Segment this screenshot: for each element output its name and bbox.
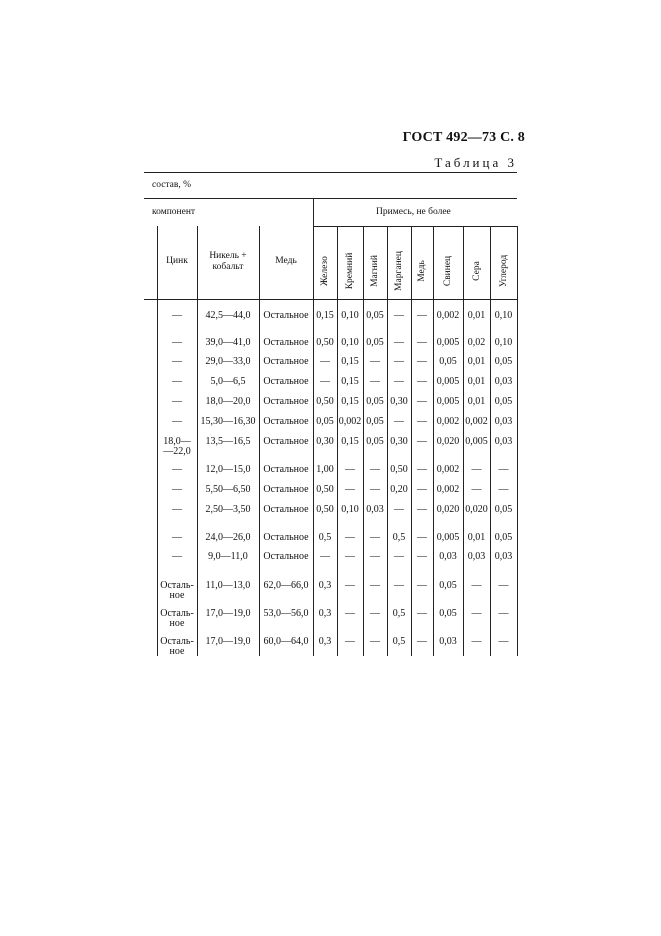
table-cell: — xyxy=(370,580,380,591)
table-cell: Остальное xyxy=(263,376,309,387)
table-cell: — xyxy=(498,580,509,591)
table-cell: — xyxy=(320,551,330,562)
table-cell: 0,30 xyxy=(390,436,408,447)
table-cell: Остальное xyxy=(263,356,309,367)
table-cell: — xyxy=(498,608,509,619)
col-head-zinc: Цинк xyxy=(166,256,188,266)
table-cell: 39,0—41,0 xyxy=(205,337,251,348)
table-cell: — xyxy=(320,356,330,367)
table-cell: 17,0—19,0 xyxy=(205,608,251,619)
table-cell: 0,002 xyxy=(338,416,362,427)
table-cell: Остальное xyxy=(263,532,309,543)
table-cell: 0,03 xyxy=(467,551,486,562)
table-cell: 0,01 xyxy=(467,376,486,387)
table-cell: — xyxy=(172,396,182,407)
table-cell: 0,01 xyxy=(467,356,486,367)
table-cell: Остальное xyxy=(263,396,309,407)
table-cell: 0,50 xyxy=(316,484,334,495)
table-cell: 0,01 xyxy=(467,396,486,407)
table-cell: — xyxy=(172,416,182,427)
table-cell: 0,005 xyxy=(436,337,460,348)
table-cell: 53,0—56,0 xyxy=(263,608,309,619)
table-cell: 0,05 xyxy=(366,337,384,348)
table-cell: — xyxy=(345,484,355,495)
table-cell: 0,50 xyxy=(316,504,334,515)
table-cell: — xyxy=(394,580,404,591)
col-head-impurity: Медь xyxy=(417,260,427,282)
rule-impurity xyxy=(313,226,517,227)
page-header: ГОСТ 492—73 С. 8 xyxy=(402,130,525,145)
table-cell: 0,002 xyxy=(436,416,460,427)
table-cell: — xyxy=(370,484,380,495)
table-cell: — xyxy=(172,337,182,348)
table-cell: 0,05 xyxy=(316,416,334,427)
table-cell: 0,5 xyxy=(392,532,406,543)
table-cell: — xyxy=(417,464,427,475)
table-cell: 0,005 xyxy=(436,396,460,407)
table-cell: — xyxy=(471,464,482,475)
table-cell: 24,0—26,0 xyxy=(205,532,251,543)
table-cell: 29,0—33,0 xyxy=(205,356,251,367)
table-cell: — xyxy=(370,464,380,475)
table-cell: 42,5—44,0 xyxy=(205,310,251,321)
col-head-impurity: Свинец xyxy=(443,255,453,287)
table-cell: 0,020 xyxy=(465,504,488,515)
table-cell: — xyxy=(498,484,509,495)
table-cell: 13,5—16,5 xyxy=(205,436,251,447)
table-cell: 0,03 xyxy=(494,416,513,427)
table-cell: 0,03 xyxy=(439,551,457,562)
col-head-nickel-cobalt: Никель + кобальт xyxy=(209,251,247,272)
table-cell: 0,50 xyxy=(390,464,408,475)
table-cell: Остальное xyxy=(263,484,309,495)
table-cell: — xyxy=(370,356,380,367)
table-cell: — xyxy=(394,356,404,367)
table-cell: — xyxy=(172,532,182,543)
table-cell: 0,15 xyxy=(341,376,359,387)
table-cell: 15,30—16,30 xyxy=(200,416,256,427)
table-cell: Остальное xyxy=(263,504,309,515)
table-cell: 0,05 xyxy=(366,416,384,427)
table-cell: — xyxy=(498,636,509,647)
table-cell: 0,03 xyxy=(439,636,457,647)
table-cell: 0,05 xyxy=(494,396,513,407)
table-cell: — xyxy=(394,416,404,427)
table-cell: — xyxy=(345,532,355,543)
table-cell: 5,50—6,50 xyxy=(205,484,251,495)
col-head-impurity: Марганец xyxy=(394,251,404,291)
table-cell: — xyxy=(172,484,182,495)
table-cell: Остальное xyxy=(263,436,309,447)
table-cell: — xyxy=(417,396,427,407)
table-cell: 0,03 xyxy=(494,376,513,387)
table-cell: 17,0—19,0 xyxy=(205,636,251,647)
rule-top xyxy=(144,172,517,173)
table-cell: — xyxy=(345,580,355,591)
table-cell: 0,05 xyxy=(366,310,384,321)
table-cell: 0,020 xyxy=(436,436,460,447)
table-cell: — xyxy=(471,484,482,495)
table-caption: Таблица 3 xyxy=(434,155,517,170)
table-cell: 0,05 xyxy=(494,356,513,367)
table-cell: Осталь- ное xyxy=(160,636,194,657)
table-cell: 2,50—3,50 xyxy=(205,504,251,515)
table-cell: 0,10 xyxy=(494,310,513,321)
table-cell: 0,05 xyxy=(439,356,457,367)
table-cell: 0,03 xyxy=(494,436,513,447)
table-cell: — xyxy=(471,636,482,647)
table-cell: — xyxy=(417,636,427,647)
table-cell: — xyxy=(370,551,380,562)
table-cell: 0,002 xyxy=(436,310,460,321)
table-cell: — xyxy=(172,376,182,387)
table-cell: — xyxy=(417,484,427,495)
table-cell: — xyxy=(345,636,355,647)
table-cell: — xyxy=(370,636,380,647)
table-cell: Остальное xyxy=(263,416,309,427)
table-cell: — xyxy=(345,551,355,562)
table-cell: 0,002 xyxy=(436,484,460,495)
table-cell: 11,0—13,0 xyxy=(205,580,251,591)
table-cell: Осталь- ное xyxy=(160,580,194,601)
table-cell: 0,05 xyxy=(494,504,513,515)
table-cell: — xyxy=(417,337,427,348)
table-cell: 18,0— —22,0 xyxy=(163,436,191,457)
table-cell: 0,005 xyxy=(436,376,460,387)
table-cell: 0,5 xyxy=(392,608,406,619)
table-cell: — xyxy=(417,608,427,619)
table-cell: 0,15 xyxy=(341,396,359,407)
table-cell: — xyxy=(417,376,427,387)
table-cell: 1,00 xyxy=(316,464,334,475)
table-cell: 0,15 xyxy=(316,310,334,321)
table-cell: — xyxy=(417,416,427,427)
table-cell: — xyxy=(394,551,404,562)
table-cell: 62,0—66,0 xyxy=(263,580,309,591)
table-cell: Остальное xyxy=(263,464,309,475)
table-cell: — xyxy=(370,376,380,387)
table-cell: 0,3 xyxy=(318,636,332,647)
table-cell: — xyxy=(394,337,404,348)
table-cell: Остальное xyxy=(263,337,309,348)
table-cell: — xyxy=(370,608,380,619)
table-cell: — xyxy=(417,504,427,515)
col-head-impurity: Углерод xyxy=(498,254,509,288)
table-cell: — xyxy=(394,310,404,321)
table-cell: 0,05 xyxy=(366,396,384,407)
table-cell: 0,50 xyxy=(316,337,334,348)
table-cell: 0,005 xyxy=(465,436,488,447)
table-cell: 0,05 xyxy=(439,580,457,591)
table-cell: 0,5 xyxy=(318,532,332,543)
table-cell: 0,01 xyxy=(467,532,486,543)
table-cell: — xyxy=(417,551,427,562)
table-cell: — xyxy=(370,532,380,543)
table-cell: 0,005 xyxy=(436,532,460,543)
table-cell: — xyxy=(172,504,182,515)
table-cell: 0,5 xyxy=(392,636,406,647)
table-cell: — xyxy=(417,436,427,447)
table-cell: 0,3 xyxy=(318,580,332,591)
table-cell: — xyxy=(417,580,427,591)
table-cell: 0,02 xyxy=(467,337,486,348)
table-cell: 0,03 xyxy=(366,504,384,515)
col-head-impurity: Железо xyxy=(320,256,330,286)
table-cell: — xyxy=(172,551,182,562)
table-cell: Остальное xyxy=(263,310,309,321)
table-cell: 0,05 xyxy=(366,436,384,447)
col-head-impurity: Сера xyxy=(471,261,482,281)
table-cell: — xyxy=(471,580,482,591)
table-cell: 0,10 xyxy=(341,504,359,515)
table-cell: Осталь- ное xyxy=(160,608,194,629)
impurity-header: Примесь, не более xyxy=(376,207,451,217)
table-cell: — xyxy=(172,310,182,321)
col-head-impurity: Кремний xyxy=(345,252,355,290)
table-cell: — xyxy=(471,608,482,619)
table-cell: 0,30 xyxy=(390,396,408,407)
col-head-impurity: Магний xyxy=(370,255,380,287)
table-cell: 60,0—64,0 xyxy=(263,636,309,647)
table-cell: Остальное xyxy=(263,551,309,562)
table-cell: 0,10 xyxy=(341,310,359,321)
table-cell: — xyxy=(394,376,404,387)
table-cell: 0,50 xyxy=(316,396,334,407)
table-cell: 5,0—6,5 xyxy=(210,376,246,387)
table-cell: 0,15 xyxy=(341,356,359,367)
table-cell: 0,20 xyxy=(390,484,408,495)
table-cell: — xyxy=(417,532,427,543)
col-head-copper: Медь xyxy=(275,256,297,266)
table-cell: 12,0—15,0 xyxy=(205,464,251,475)
table-cell: 9,0—11,0 xyxy=(208,551,248,562)
table-cell: — xyxy=(417,310,427,321)
rule-header-bottom xyxy=(144,299,517,300)
table-cell: — xyxy=(345,464,355,475)
table-cell: — xyxy=(417,356,427,367)
rule-group xyxy=(144,198,517,199)
table-cell: 0,30 xyxy=(316,436,334,447)
table-cell: 0,15 xyxy=(341,436,359,447)
table-cell: 0,10 xyxy=(494,337,513,348)
component-header: компонент xyxy=(152,207,196,217)
table-cell: 0,002 xyxy=(436,464,460,475)
column-rule xyxy=(517,226,518,656)
table-cell: — xyxy=(498,464,509,475)
table-cell: — xyxy=(172,356,182,367)
table-cell: 0,05 xyxy=(494,532,513,543)
table-cell: 0,3 xyxy=(318,608,332,619)
table-cell: 0,01 xyxy=(467,310,486,321)
table-cell: 0,10 xyxy=(341,337,359,348)
table-cell: 0,05 xyxy=(439,608,457,619)
group-header: состав, % xyxy=(152,180,192,190)
table-cell: — xyxy=(320,376,330,387)
table-cell: — xyxy=(345,608,355,619)
table-cell: 0,020 xyxy=(436,504,460,515)
table-cell: — xyxy=(172,464,182,475)
table-cell: — xyxy=(394,504,404,515)
table-cell: 18,0—20,0 xyxy=(205,396,251,407)
table-cell: 0,002 xyxy=(465,416,488,427)
table-cell: 0,03 xyxy=(494,551,513,562)
